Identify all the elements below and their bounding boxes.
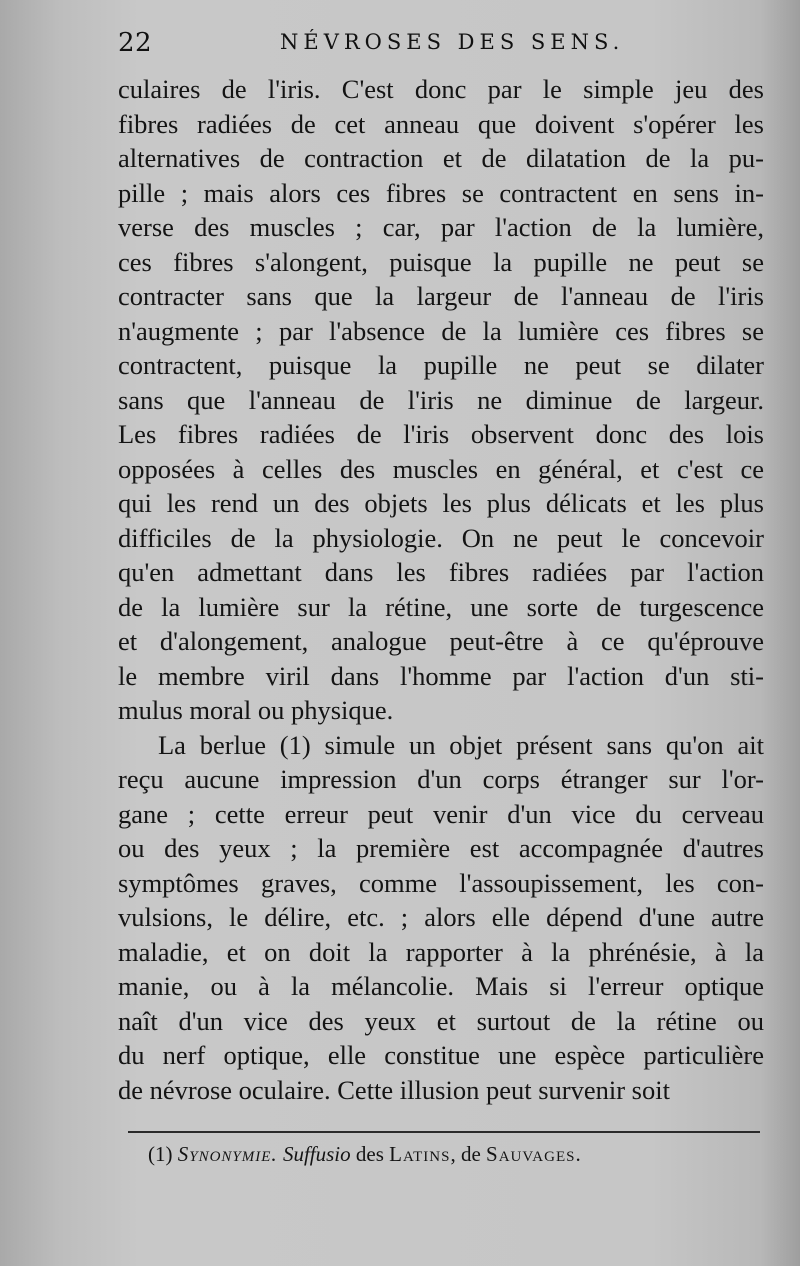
footnote-latins: Latins [389,1142,451,1166]
body-text [118,72,764,1107]
text-line: qu'en admettant dans les fibres radiées par l'action [118,557,764,587]
text-line: n'augmente ; par l'absence de la lumière ces fibres se [118,315,764,346]
footnote-text-comma: , de [450,1142,481,1166]
text-line: contractent, puisque la pupille ne peut se dilater [118,350,764,380]
text-line: naît d'un vice des yeux et surtout de la rétine ou [118,1005,764,1036]
footnote-label: Synonymie. [177,1142,278,1166]
text-line: pille ; mais alors ces fibres se contractent en sens in- [118,177,764,208]
text-line: opposées à celles des muscles en général, et c'est ce [118,453,764,484]
text-line: La berlue (1) simule un objet présent sans qu'on ait [158,729,764,760]
text-line: culaires de l'iris. C'est donc par le simple jeu des [118,74,764,104]
footnote-marker: (1) [148,1142,173,1166]
text-line: et d'alongement, analogue peut-être à ce qu'éprouve [118,626,764,656]
text-line: vulsions, le délire, etc. ; alors elle dépend d'une autre [118,902,764,932]
text-line: sans que l'anneau de l'iris ne diminue de largeur. [118,384,764,415]
text-line: le membre viril dans l'homme par l'action d'un sti- [118,660,764,691]
text-line: alternatives de contraction et de dilatation de la pu- [118,143,764,173]
text-line: du nerf optique, elle constitue une espèce particulière [118,1040,764,1070]
text-line: gane ; cette erreur peut venir d'un vice du cerveau [118,798,764,829]
text-line: ces fibres s'alongent, puisque la pupille ne peut se [118,246,764,277]
footnote [148,1142,768,1167]
text-line: maladie, et on doit la rapporter à la phrénésie, à la [118,936,764,967]
text-line: de névrose oculaire. Cette illusion peut survenir soit [118,1074,670,1105]
page-number: 22 [118,28,153,58]
text-line: mulus moral ou physique. [118,695,394,725]
page-header [118,28,758,68]
text-line: Les fibres radiées de l'iris observent donc des lois [118,419,764,449]
text-line: contracter sans que la largeur de l'anneau de l'iris [118,281,764,311]
footnote-rule [128,1131,760,1133]
text-line: reçu aucune impression d'un corps étranger sur l'or- [118,764,764,794]
text-line: ou des yeux ; la première est accompagnée d'autres [118,833,764,863]
text-line: qui les rend un des objets les plus délicats et les plus [118,488,764,518]
footnote-latin-term: Suffusio [282,1142,351,1166]
text-line: fibres radiées de cet anneau que doivent s'opérer les [118,108,764,139]
footnote-author: Sauvages. [486,1142,582,1166]
text-line: difficiles de la physiologie. On ne peut le concevoir [118,522,764,553]
text-line: de la lumière sur la rétine, une sorte de turgescence [118,591,764,622]
text-line: symptômes graves, comme l'assoupissement, les con- [118,867,764,898]
running-head: NÉVROSES DES SENS. [280,30,625,54]
text-line: verse des muscles ; car, par l'action de la lumière, [118,212,764,242]
text-line: manie, ou à la mélancolie. Mais si l'erreur optique [118,971,764,1001]
footnote-text-mid: des [355,1142,384,1166]
